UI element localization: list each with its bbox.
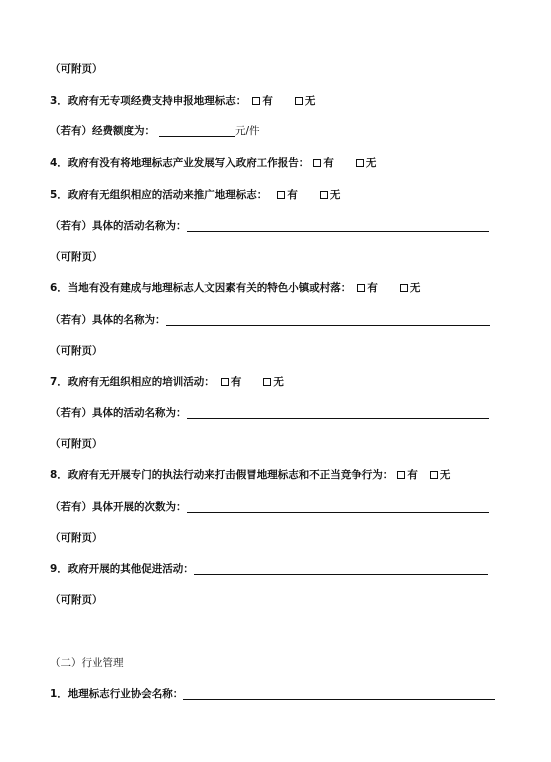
checkbox-icon [295,97,303,105]
q4-no-label: 无 [365,157,377,169]
amount-field[interactable] [159,125,235,137]
q7-yes-label: 有 [230,376,242,388]
q4-yes-checkbox[interactable] [313,156,334,170]
q7-yes-checkbox[interactable] [221,375,242,389]
q7-no-label: 无 [273,376,284,388]
q3-no-checkbox[interactable] [295,94,316,108]
q6-yes-label: 有 [367,282,378,294]
checkbox-icon [320,191,328,199]
question-3-label: 3．政府有无专项经费支持申报地理标志： [50,95,247,107]
question-6-label: 6．当地有没有建成与地理标志人文因素有关的特色小镇或村落： [50,282,352,294]
amount-unit: 元/件 [235,125,260,137]
question-3 [50,94,315,108]
attach-note-5: （可附页） [50,532,103,544]
q6-name-field[interactable] [166,314,490,326]
q5-no-label: 无 [329,189,341,201]
q8-yes-checkbox[interactable] [397,468,418,482]
question-8-label: 8．政府有无开展专门的执法行动来打击假冒地理标志和不正当竞争行为： [50,469,394,481]
amount-row [50,124,260,138]
q5-name-label: （若有）具体的活动名称为： [50,220,187,232]
industry-1-label: 1．地理标志行业协会名称： [50,688,184,700]
attach-note-3: （可附页） [50,345,103,357]
q5-yes-label: 有 [287,189,298,201]
question-9 [50,562,488,576]
checkbox-icon [356,159,364,167]
q6-no-checkbox[interactable] [400,281,421,295]
q8-yes-label: 有 [407,469,418,481]
section-2-heading: （二）行业管理 [50,657,124,669]
question-8 [50,468,450,482]
attach-note-4: （可附页） [50,438,103,450]
industry-1 [50,687,495,701]
q5-name-row [50,219,489,233]
association-name-field[interactable] [183,688,495,700]
amount-label: （若有）经费额度为： [50,125,155,137]
checkbox-icon [221,378,229,386]
q6-name-label: （若有）具体的名称为： [50,314,166,326]
checkbox-icon [400,284,408,292]
question-4 [50,156,376,170]
question-4-label: 4．政府有没有将地理标志产业发展写入政府工作报告： [50,157,310,169]
q6-no-label: 无 [409,282,421,294]
question-7-label: 7．政府有无组织相应的培训活动： [50,376,215,388]
question-5 [50,188,340,202]
q8-no-checkbox[interactable] [430,468,451,482]
checkbox-icon [252,97,260,105]
checkbox-icon [313,159,321,167]
q8-count-row [50,500,489,514]
checkbox-icon [277,191,285,199]
q9-field[interactable] [194,563,488,575]
q8-count-field[interactable] [187,501,489,513]
q5-name-field[interactable] [187,220,489,232]
q7-name-row [50,406,489,420]
q7-no-checkbox[interactable] [263,375,284,389]
question-7 [50,375,284,389]
q7-name-field[interactable] [187,407,489,419]
attach-note-6: （可附页） [50,594,103,606]
q8-count-label: （若有）具体开展的次数为： [50,501,187,513]
question-9-label: 9．政府开展的其他促进活动： [50,563,194,575]
q4-yes-label: 有 [323,157,334,169]
checkbox-icon [397,471,405,479]
question-5-label: 5．政府有无组织相应的活动来推广地理标志： [50,189,268,201]
q3-no-label: 无 [304,95,316,107]
checkbox-icon [430,471,438,479]
q6-yes-checkbox[interactable] [357,281,378,295]
checkbox-icon [357,284,365,292]
q3-yes-checkbox[interactable] [252,94,273,108]
attach-note-1: （可附页） [50,63,103,75]
attach-note-2: （可附页） [50,251,103,263]
q7-name-label: （若有）具体的活动名称为： [50,407,187,419]
q6-name-row [50,313,490,327]
q5-no-checkbox[interactable] [320,188,341,202]
q3-yes-label: 有 [262,95,273,107]
question-6 [50,281,420,295]
q4-no-checkbox[interactable] [356,156,377,170]
q8-no-label: 无 [439,469,451,481]
checkbox-icon [263,378,271,386]
q5-yes-checkbox[interactable] [277,188,298,202]
